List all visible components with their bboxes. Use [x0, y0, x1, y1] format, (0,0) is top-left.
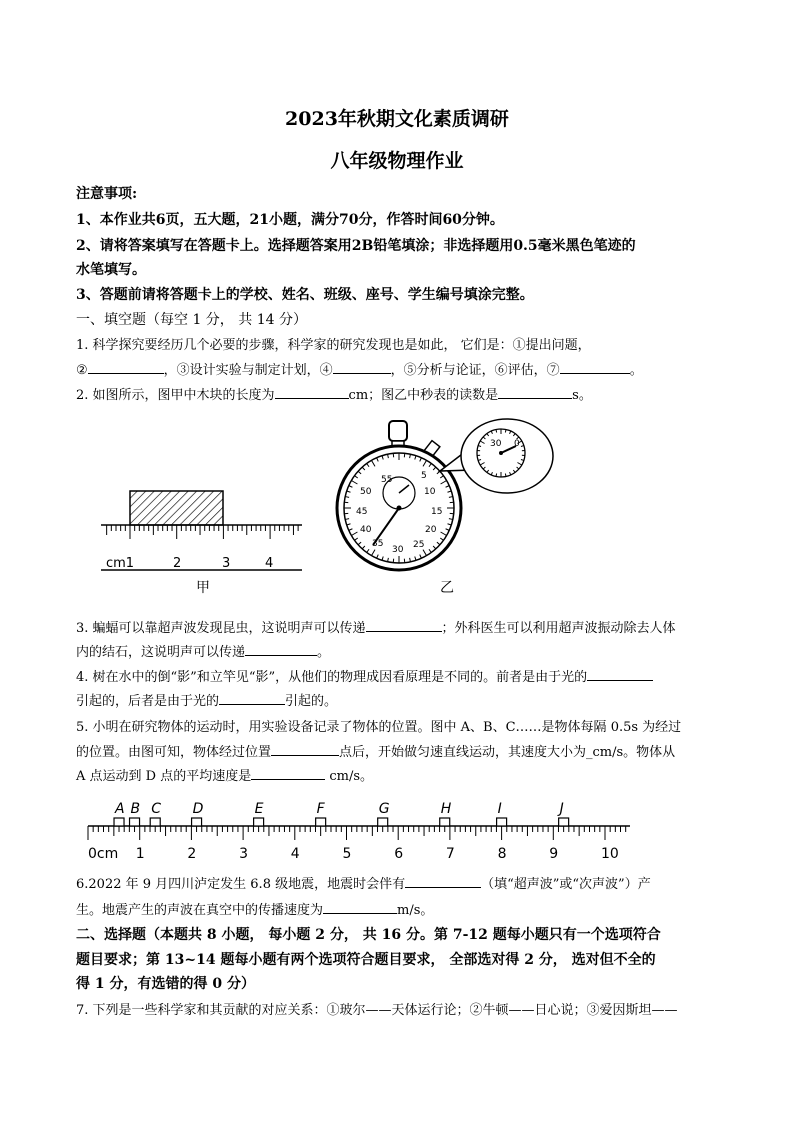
position-letter: D: [192, 801, 204, 817]
ruler-number: 4: [290, 846, 300, 862]
dial-label: 40: [360, 525, 372, 535]
position-marker: [192, 818, 202, 826]
zoom-dial-label: 0: [514, 439, 520, 449]
zoom-dial-label: 30: [490, 439, 502, 449]
section-2-heading: 二、选择题（本题共 8 小题， 每小题 2 分， 共 16 分。第 7-12 题每小题只有一个选项符合: [76, 927, 661, 943]
ruler-number: 5: [342, 846, 352, 862]
answer-blank[interactable]: [405, 874, 481, 888]
answer-blank[interactable]: [271, 742, 339, 756]
ruler-tick-label: 4: [265, 556, 274, 571]
zoom-dial-tick: [505, 474, 506, 477]
question-5-line-1: 5. 小明在研究物体的运动时，用实验设备记录了物体的位置。图中 A、B、C……是物体每隔 0.5s 为经过: [76, 720, 682, 735]
question-6-line-2: 生。地震产生的声波在真空中的传播速度为 m/s。: [76, 899, 433, 918]
exam-subtitle: 八年级物理作业: [330, 150, 464, 172]
dial-label: 30: [392, 545, 404, 555]
position-marker: [559, 818, 569, 826]
position-marker: [316, 818, 326, 826]
position-letter: E: [254, 801, 264, 817]
zoom-dial-tick: [505, 430, 506, 433]
ruler-number: 2: [187, 846, 197, 862]
stopwatch-crown: [389, 421, 407, 441]
position-marker: [378, 818, 388, 826]
notice-heading: 注意事项:: [76, 186, 138, 202]
notice-item-3: 3、答题前请将答题卡上的学校、姓名、班级、座号、学生编号填涂完整。: [76, 287, 534, 303]
ruler-number: 1: [135, 846, 145, 862]
zoom-dial-tick: [496, 430, 497, 433]
ruler-number: 6: [394, 846, 404, 862]
answer-blank[interactable]: [587, 667, 653, 681]
dial-label: 10: [424, 487, 436, 497]
position-marker: [150, 818, 160, 826]
question-5-line-2: 的位置。由图可知，物体经过位置 点后，开始做匀速直线运动，其速度大小为_cm/s。物体从: [76, 741, 675, 760]
position-letter: J: [559, 801, 564, 817]
section-2-heading-cont: 得 1 分，有选错的得 0 分）: [76, 976, 255, 992]
ruler-tick-label: 3: [222, 556, 231, 571]
position-marker: [440, 818, 450, 826]
question-2: 2. 如图所示，图甲中木块的长度为 cm；图乙中秒表的读数是 s。: [76, 384, 592, 403]
question-4-line-2: 引起的，后者是由于光的 引起的。: [76, 690, 337, 709]
notice-item-2: 2、请将答案填写在答题卡上。选择题答案用2B铅笔填涂；非选择题用0.5毫米黑色笔迹的: [76, 238, 636, 254]
zoom-dial-tick: [496, 474, 497, 477]
position-marker: [497, 818, 507, 826]
ruler-number: 9: [549, 846, 559, 862]
answer-blank[interactable]: [323, 900, 397, 914]
question-1-line-2: ② ，③设计实验与制定计划，④ ，⑤分析与论证，⑥评估，⑦ 。: [76, 359, 643, 378]
position-letter: H: [440, 801, 452, 817]
figure-position-ruler: [0, 790, 794, 865]
figure-caption-a: 甲: [196, 580, 210, 596]
ruler-number: 8: [497, 846, 507, 862]
answer-blank[interactable]: [251, 766, 325, 780]
position-letter: B: [130, 801, 141, 817]
ruler-number: 3: [239, 846, 249, 862]
position-letter: A: [115, 801, 125, 817]
answer-blank[interactable]: [366, 618, 442, 632]
dial-label: 15: [431, 507, 443, 517]
figure-caption-b: 乙: [440, 580, 454, 596]
position-marker: [254, 818, 264, 826]
position-letter: F: [316, 801, 325, 817]
notice-item-1: 1、本作业共6页，五大题，21小题，满分70分，作答时间60分钟。: [76, 212, 504, 228]
dial-label: 45: [356, 507, 368, 517]
dial-label: 20: [425, 525, 437, 535]
dial-label: 35: [372, 539, 384, 549]
answer-blank[interactable]: [245, 642, 317, 656]
position-letter: G: [378, 801, 390, 817]
question-3-line-1: 3. 蝙蝠可以靠超声波发现昆虫，这说明声可以传递 ；外科医生可以利用超声波振动除去人体: [76, 617, 676, 636]
ruler-tick-label: 2: [173, 556, 182, 571]
ruler-number: 10: [601, 846, 619, 862]
section-2-heading-cont: 题目要求；第 13~14 题每小题有两个选项符合题目要求， 全部选对得 2 分， 选对但不全的: [76, 952, 656, 968]
question-1-line-1: 1. 科学探究要经历几个必要的步骤，科学家的研究发现也是如此， 它们是：①提出问题，: [76, 338, 591, 353]
ruler-number: 0cm: [88, 846, 119, 862]
position-letter: I: [497, 801, 502, 817]
ruler-unit-label: cm1: [106, 556, 135, 571]
answer-blank[interactable]: [219, 691, 285, 705]
ruler-number: 7: [445, 846, 455, 862]
question-3-line-2: 内的结石，这说明声可以传递 。: [76, 641, 330, 660]
dial-label: 25: [413, 540, 425, 550]
question-6-line-1: 6.2022 年 9 月四川泸定发生 6.8 级地震，地震时会伴有 （填“超声波”或“次声波”）产: [76, 873, 651, 892]
wooden-block: [130, 491, 223, 525]
question-4-line-1: 4. 树在水中的倒“影”和立竿见“影”，从他们的物理成因看原理是不同的。前者是由于光的: [76, 666, 653, 685]
dial-label: 50: [360, 487, 372, 497]
notice-item-2-cont: 水笔填写。: [76, 262, 146, 278]
section-1-heading: 一、填空题（每空 1 分， 共 14 分）: [76, 312, 307, 328]
dial-label: 55: [381, 475, 393, 485]
position-marker: [114, 818, 124, 826]
position-marker: [130, 818, 140, 826]
question-5-line-3: A 点运动到 D 点的平均速度是 cm/s。: [76, 765, 373, 784]
question-7: 7. 下列是一些科学家和其贡献的对应关系：①玻尔——天体运行论；②牛顿——日心说；③爱因斯坦——: [76, 1003, 678, 1018]
dial-label: 5: [421, 471, 427, 481]
position-letter: C: [151, 801, 161, 817]
exam-title: 2023年秋期文化素质调研: [285, 108, 509, 130]
